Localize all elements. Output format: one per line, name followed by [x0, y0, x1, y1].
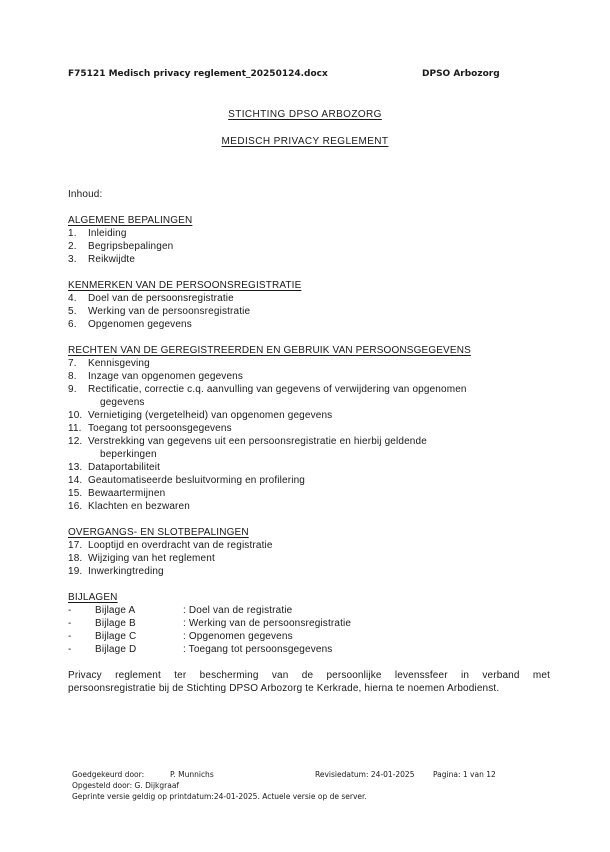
toc-item [68, 318, 550, 331]
title-document: MEDISCH PRIVACY REGLEMENT [221, 136, 389, 147]
toc-item-text: Kennisgeving [88, 358, 150, 369]
toc-item [68, 422, 550, 435]
toc-item-text: Looptijd en overdracht van de registratie [88, 540, 273, 551]
toc-item-text: Geautomatiseerde besluitvorming en profilering [88, 475, 306, 486]
toc-item-text: Bewaartermijnen [88, 488, 166, 499]
toc-item-number: 16. [68, 501, 83, 512]
approved-by-label: Goedgekeurd door: [72, 770, 145, 779]
bijlagen-section [68, 591, 550, 656]
bijlage-dash: - [68, 644, 72, 655]
toc-item [68, 370, 550, 383]
bijlagen-heading: BIJLAGEN [68, 592, 118, 603]
toc-item-number: 17. [68, 540, 83, 551]
toc-item-text: Inzage van opgenomen gegevens [88, 371, 244, 382]
bijlage-dash: - [68, 605, 72, 616]
toc-item-number: 8. [68, 371, 77, 382]
revision-date: Revisiedatum: 24-01-2025 [315, 770, 415, 779]
toc-item-text: Klachten en bezwaren [88, 501, 190, 512]
toc-item-number: 5. [68, 306, 77, 317]
toc-item [68, 565, 550, 578]
organization-name: DPSO Arbozorg [422, 69, 500, 79]
toc-item-continuation: gegevens [100, 397, 145, 408]
section-heading: OVERGANGS- EN SLOTBEPALINGEN [68, 527, 249, 538]
section-items [68, 539, 550, 578]
closing-line-2: persoonsregistratie bij de Stichting DPSO Arbozorg te Kerkrade, hierna te noemen Arbodienst. [68, 683, 500, 694]
toc-item [68, 552, 550, 565]
toc-item-number: 11. [68, 423, 82, 434]
toc-item [68, 539, 550, 552]
title-organization: STICHTING DPSO ARBOZORG [228, 109, 382, 120]
running-footer [72, 769, 574, 802]
bijlage-row [68, 617, 550, 630]
toc-item-text: Wijziging van het reglement [88, 553, 215, 564]
toc-item [68, 435, 550, 448]
bijlage-dash: - [68, 618, 72, 629]
toc-item-number: 15. [68, 488, 83, 499]
toc-item-text: Inleiding [88, 228, 127, 239]
toc-item [68, 487, 550, 500]
toc-item-text: Dataportabiliteit [88, 462, 161, 473]
bijlage-label: Bijlage C [95, 631, 137, 642]
toc-item [68, 383, 550, 396]
toc-item-continuation: beperkingen [100, 449, 157, 460]
toc-item-number: 19. [68, 566, 83, 577]
toc-item [68, 500, 550, 513]
bijlage-row [68, 604, 550, 617]
toc-item [68, 474, 550, 487]
closing-line-1: Privacy reglement ter bescherming van de persoonlijke levenssfeer in verband met [68, 670, 550, 681]
toc-item-text: Vernietiging (vergetelheid) van opgenomen gegevens [88, 410, 333, 421]
print-validity-note: Geprinte versie geldig op printdatum:24-01-2025. Actuele versie op de server. [72, 792, 367, 801]
toc-section-kenmerken [68, 279, 550, 331]
toc-item [68, 253, 550, 266]
approved-by-value: P. Munnichs [170, 770, 214, 779]
document-titles [0, 109, 610, 148]
table-of-contents [68, 188, 550, 695]
toc-item-number: 14. [68, 475, 83, 486]
section-heading: KENMERKEN VAN DE PERSOONSREGISTRATIE [68, 280, 302, 291]
section-items [68, 227, 550, 266]
toc-item [68, 240, 550, 253]
running-header [68, 68, 570, 80]
toc-item-number: 6. [68, 319, 77, 330]
toc-item-number: 3. [68, 254, 77, 265]
bijlage-row [68, 630, 550, 643]
toc-item-number: 10. [68, 410, 83, 421]
closing-paragraph [68, 669, 550, 695]
toc-item-text: Rectificatie, correctie c.q. aanvulling van gegevens of verwijdering van opgenomen [88, 384, 467, 395]
toc-item-number: 18. [68, 553, 83, 564]
toc-item-text: Doel van de persoonsregistratie [88, 293, 234, 304]
bijlagen-rows [68, 604, 550, 656]
toc-item-text: Toegang tot persoonsgegevens [88, 423, 232, 434]
toc-item-number: 9. [68, 384, 77, 395]
bijlage-row [68, 643, 550, 656]
toc-item-number: 12. [68, 436, 83, 447]
toc-item-text: Begripsbepalingen [88, 241, 174, 252]
bijlage-description: : Werking van de persoonsregistratie [183, 618, 352, 629]
toc-section-overgangs [68, 526, 550, 578]
toc-item [68, 305, 550, 318]
bijlage-dash: - [68, 631, 72, 642]
toc-item-text: Opgenomen gegevens [88, 319, 192, 330]
toc-item [68, 461, 550, 474]
toc-item [68, 227, 550, 240]
document-filename: F75121 Medisch privacy reglement_20250124.docx [68, 69, 328, 79]
drafted-by: Opgesteld door: G. Dijkgraaf [72, 781, 180, 790]
toc-item-number: 1. [68, 228, 77, 239]
section-items [68, 292, 550, 331]
bijlage-label: Bijlage D [95, 644, 137, 655]
bijlage-description: : Doel van de registratie [183, 605, 293, 616]
toc-item [68, 409, 550, 422]
bijlage-label: Bijlage A [95, 605, 136, 616]
toc-item-number: 2. [68, 241, 77, 252]
bijlage-description: : Toegang tot persoonsgegevens [183, 644, 333, 655]
footer-row-approval [72, 769, 574, 780]
toc-item-text: Verstrekking van gegevens uit een persoonsregistratie en hierbij geldende [88, 436, 427, 447]
toc-item-text: Reikwijdte [88, 254, 136, 265]
section-heading: RECHTEN VAN DE GEREGISTREERDEN EN GEBRUIK VAN PERSOONSGEGEVENS [68, 345, 471, 356]
bijlage-label: Bijlage B [95, 618, 136, 629]
toc-item-text: Werking van de persoonsregistratie [88, 306, 251, 317]
toc-item-number: 13. [68, 462, 83, 473]
section-heading: ALGEMENE BEPALINGEN [68, 215, 193, 226]
toc-item [68, 292, 550, 305]
bijlage-description: : Opgenomen gegevens [183, 631, 293, 642]
toc-item-number: 4. [68, 293, 77, 304]
section-items [68, 357, 550, 513]
toc-section-algemene [68, 214, 550, 266]
toc-label: Inhoud: [68, 189, 103, 200]
page-number: Pagina: 1 van 12 [433, 770, 496, 779]
toc-item-text: Inwerkingtreding [88, 566, 164, 577]
toc-item [68, 357, 550, 370]
toc-section-rechten [68, 344, 550, 513]
toc-item-number: 7. [68, 358, 77, 369]
